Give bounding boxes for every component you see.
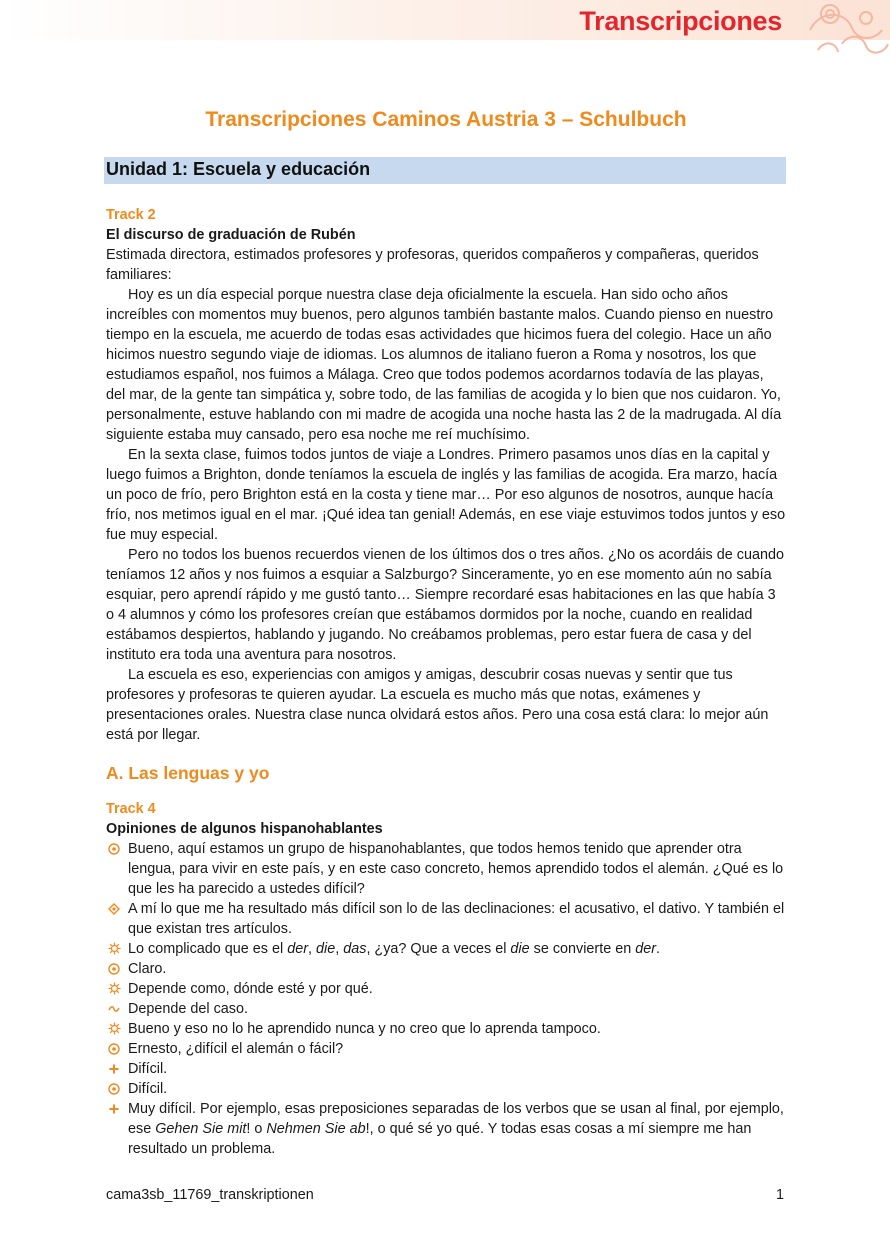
emphasis-text: die: [316, 941, 336, 957]
salutation: Estimada directora, estimados profesores y profesoras, queridos compañeros y compañeras, queridos familiares:: [106, 247, 759, 283]
plus-icon: [106, 1099, 122, 1119]
dialog-line: [106, 1079, 786, 1099]
dialog-text: Claro.: [128, 961, 167, 977]
page-number: 1: [776, 1187, 785, 1203]
emphasis-text: der: [287, 941, 309, 957]
sun-icon: [106, 1019, 122, 1039]
dialog-text: ,: [335, 941, 344, 957]
track-2-heading: El discurso de graduación de Rubén: [106, 227, 356, 243]
dialog-line: [106, 959, 786, 979]
dialog-text: Bueno, aquí estamos un grupo de hispanohablantes, que todos hemos tenido que aprender otra lengua, para vivir en este país, y en este caso concreto, hemos aprendido todos el alemán. ¿Qué es lo que les ha parecido a ustedes difícil?: [128, 841, 784, 897]
track-4-label: Track 4: [106, 801, 156, 817]
document-title: Transcripciones Caminos Austria 3 – Schulbuch: [205, 108, 687, 131]
emphasis-text: die: [510, 941, 530, 957]
speech-paragraph: Hoy es un día especial porque nuestra clase deja oficialmente la escuela. Han sido ocho años increíbles con momentos muy buenos, pero algunos también bastante malos. Cuando pienso en nuestro tiempo en la escuela, me acuerdo de todas esas actividades que hicimos fuera del colegio. Hace un año hicimos nuestro segundo viaje de idiomas. Los alumnos de italiano fueron a Roma y nosotros, los que estudiamos español, nos fuimos a Málaga. Creo que todos podemos acordarnos todavía de las playas, del mar, de la gente tan simpática y, sobre todo, de las familias de acogida y lo bien que nos cuidaron. Yo, personalmente, estuve hablando con mi madre de acogida una noche hasta las 2 de la madrugada. Al día siguiente estaba muy cansado, pero esa noche me reí muchísimo.: [106, 287, 782, 443]
dialog-line: [106, 1019, 786, 1039]
dialog-line: [106, 1099, 786, 1159]
dialog-line: [106, 999, 786, 1019]
unit-title: Unidad 1: Escuela y educación: [106, 159, 371, 179]
speech-paragraph: La escuela es eso, experiencias con amigos y amigas, descubrir cosas nuevas y sentir que tus profesores y profesoras te quieren ayudar. La escuela es mucho más que notas, exámenes y presentaciones orales. Nuestra clase nunca olvidará estos años. Pero una cosa está clara: lo mejor aún está por llegar.: [106, 667, 769, 743]
dialog-line: [106, 1039, 786, 1059]
dialog-text: Lo complicado que es el: [128, 941, 288, 957]
dialog-text: !, o qué sé yo qué. Y todas esas cosas a mí siempre me han resultado un problema.: [128, 1121, 752, 1157]
circle-dot-icon: [106, 1079, 122, 1099]
speech-paragraph: Pero no todos los buenos recuerdos vienen de los últimos dos o tres años. ¿No os acordáis de cuando teníamos 12 años y nos fuimos a esquiar a Salzburgo? Sinceramente, yo en ese momento aún no sabía esquiar, pero aprendí rápido y me gustó tanto… Siempre recordaré esas habitaciones en las que había 3 o 4 alumnos y cómo los profesores creían que estábamos dormidos por la noche, cuando en realidad estábamos despiertos, hablando y jugando. No creábamos problemas, pero estar fuera de casa y del instituto era toda una aventura para nosotros.: [106, 547, 784, 663]
circle-dot-icon: [106, 959, 122, 979]
dialog-line: [106, 979, 786, 999]
dialog-text: Difícil.: [128, 1061, 168, 1077]
emphasis-text: das: [343, 941, 367, 957]
speech-paragraph: En la sexta clase, fuimos todos juntos de viaje a Londres. Primero pasamos unos días en la capital y luego fuimos a Brighton, donde teníamos la escuela de inglés y las familias de acogida. Era marzo, hacía un poco de frío, pero Brighton está en la costa y tiene mar… Por eso algunos de nosotros, aunque hacía frío, nos metimos igual en el mar. ¡Qué idea tan genial! Además, en ese viaje estuvimos todos juntos y eso fue muy especial.: [106, 447, 786, 543]
emphasis-text: Gehen Sie mit: [155, 1121, 247, 1137]
sun-icon: [106, 939, 122, 959]
emphasis-text: Nehmen Sie ab: [266, 1121, 366, 1137]
dialog-line: [106, 1059, 786, 1079]
dialog-line: [106, 839, 786, 899]
dialog-text: Difícil.: [128, 1081, 168, 1097]
dialog-text: , ¿ya? Que a veces el: [366, 941, 511, 957]
tilde-icon: [106, 999, 122, 1019]
diamond-icon: [106, 899, 122, 919]
dialog-text: ,: [308, 941, 317, 957]
emphasis-text: der: [635, 941, 657, 957]
dialog-list: [106, 839, 786, 1159]
document-body: [106, 205, 786, 1159]
dialog-text: Depende del caso.: [128, 1001, 249, 1017]
floral-ornament-icon: [790, 0, 890, 60]
footer-file-name: cama3sb_11769_transkriptionen: [106, 1187, 314, 1203]
dialog-text: A mí lo que me ha resultado más difícil son lo de las declinaciones: el acusativo, el dativo. Y también el que existan tres artículos.: [128, 901, 785, 937]
dialog-text: Depende como, dónde esté y por qué.: [128, 981, 373, 997]
track-2-label: Track 2: [106, 207, 156, 223]
sun-icon: [106, 979, 122, 999]
header-brand: Transcripciones: [579, 6, 782, 36]
plus-icon: [106, 1059, 122, 1079]
dialog-text: ! o: [246, 1121, 267, 1137]
dialog-text: Muy difícil. Por ejemplo, esas preposiciones separadas de los verbos que se usan al final, por ejemplo, ese: [128, 1101, 784, 1137]
circle-dot-icon: [106, 1039, 122, 1059]
dialog-text: Bueno y eso no lo he aprendido nunca y no creo que lo aprenda tampoco.: [128, 1021, 601, 1037]
dialog-line: [106, 939, 786, 959]
track-4-heading: Opiniones de algunos hispanohablantes: [106, 821, 383, 837]
dialog-text: se convierte en: [529, 941, 636, 957]
dialog-text: Ernesto, ¿difícil el alemán o fácil?: [128, 1041, 344, 1057]
dialog-text: .: [656, 941, 661, 957]
section-a-title: A. Las lenguas y yo: [106, 763, 270, 783]
unit-header-bar: [104, 157, 786, 184]
dialog-line: [106, 899, 786, 939]
circle-dot-icon: [106, 839, 122, 859]
